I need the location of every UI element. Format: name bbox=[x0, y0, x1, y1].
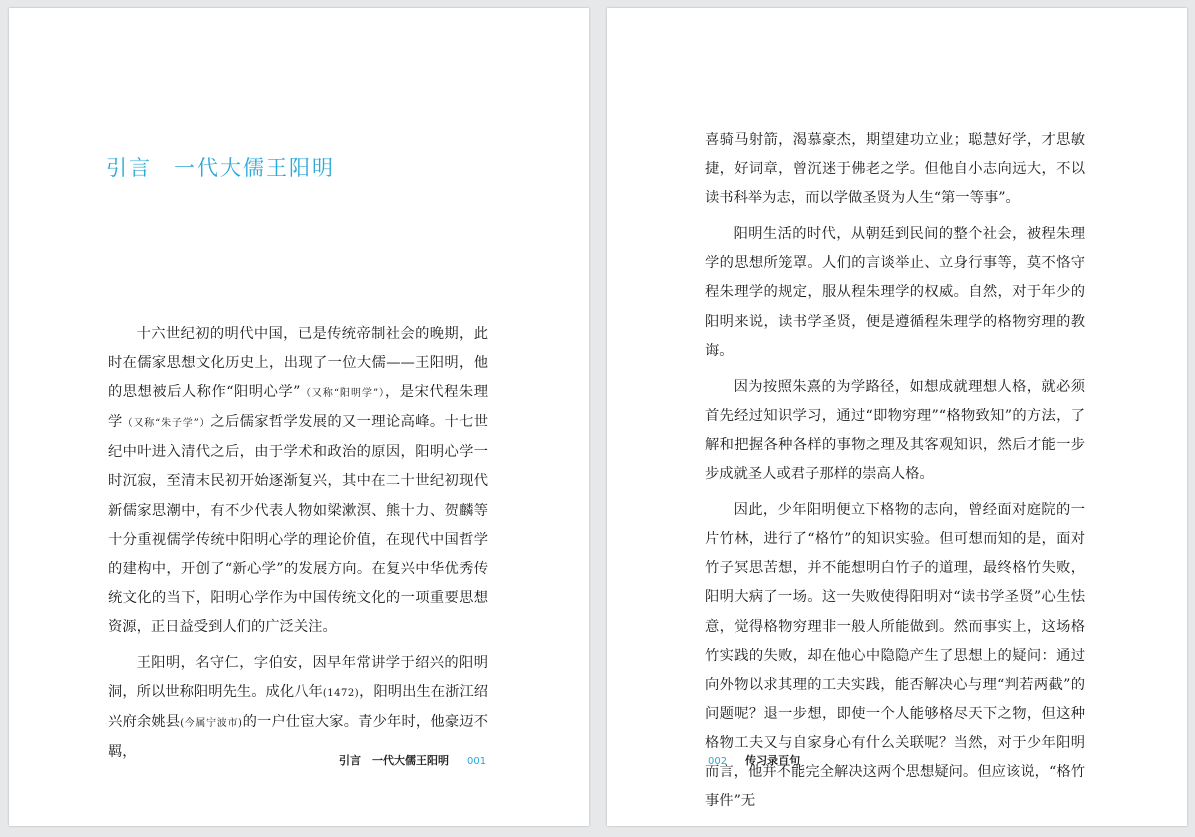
chapter-title bbox=[106, 152, 335, 182]
running-header: 引言 一代大儒王阳明 bbox=[339, 754, 449, 767]
right-body-text bbox=[705, 126, 1085, 823]
paragraph: 阳明生活的时代，从朝廷到民间的整个社会，被程朱理学的思想所笼罩。人们的言谈举止、立身行事等，莫不恪守程朱理学的规定，服从程朱理学的权威。自然，对于年少的阳明来说，读书学圣贤，便是遵循程朱理学的格物穷理的教诲。 bbox=[705, 226, 1085, 359]
inline-note: (1472) bbox=[322, 688, 360, 700]
inline-note: (今属宁波市) bbox=[180, 718, 243, 730]
inline-note: （又称“朱子学”） bbox=[122, 418, 211, 430]
chapter-label: 引言 bbox=[106, 156, 152, 180]
paragraph: 喜骑马射箭，渴慕豪杰，期望建功立业；聪慧好学，才思敏捷，好词章，曾沉迷于佛老之学。但他自小志向远大，不以读书科举为志，而以学做圣贤为人生“第一等事”。 bbox=[705, 132, 1085, 207]
paragraph: 十六世纪初的明代中国，已是传统帝制社会的晚期，此时在儒家思想文化历史上，出现了一位大儒——王阳明，他的思想被后人称作“阳明心学”（又称“阳明学”），是宋代程朱理学（又称“朱子学”）之后儒家哲学发展的又一理论高峰。十七世纪中叶进入清代之后，由于学术和政治的原因，阳明心学一时沉寂，至清末民初开始逐渐复兴，其中在二十世纪初现代新儒家思潮中，有不少代表人物如梁漱溟、熊十力、贺麟等十分重视儒学传统中阳明心学的理论价值，在现代中国哲学的建构中，开创了“新心学”的发展方向。在复兴中华优秀传统文化的当下，阳明心学作为中国传统文化的一项重要思想资源，正日益受到人们的广泛关注。 bbox=[108, 326, 489, 635]
inline-note: （又称“阳明学”） bbox=[300, 388, 386, 400]
page-footer bbox=[339, 752, 486, 768]
page-number: 002 bbox=[708, 756, 728, 767]
right-page bbox=[607, 8, 1187, 826]
page-footer bbox=[708, 752, 800, 768]
left-body-text bbox=[108, 320, 488, 774]
paragraph: 因此，少年阳明便立下格物的志向，曾经面对庭院的一片竹林，进行了“格竹”的知识实验。但可想而知的是，面对竹子冥思苦想，并不能想明白竹子的道理，最终格竹失败，阳明大病了一场。这一失败使得阳明对“读书学圣贤”心生怯意，觉得格物穷理非一般人所能做到。然而事实上，这场格竹实践的失败，却在他心中隐隐产生了思想上的疑问：通过向外物以求其理的工夫实践，能否解决心与理“判若两截”的问题呢？退一步想，即使一个人能够格尽天下之物，但这种格物工夫又与自家身心有什么关联呢？当然，对于少年阳明而言，他并不能完全解决这两个思想疑问。但应该说，“格竹事件”无 bbox=[705, 502, 1085, 810]
book-title: 传习录百句 bbox=[745, 754, 801, 767]
paragraph: 因为按照朱熹的为学路径，如想成就理想人格，就必须首先经过知识学习，通过“即物穷理”“格物致知”的方法，了解和把握各种各样的事物之理及其客观知识，然后才能一步步成就圣人或君子那样的崇高人格。 bbox=[705, 378, 1085, 483]
left-page bbox=[9, 8, 589, 826]
chapter-name: 一代大儒王阳明 bbox=[174, 156, 335, 180]
paragraph: 王阳明，名守仁，字伯安，因早年常讲学于绍兴的阳明洞，所以世称阳明先生。成化八年(1472)，阳明出生在浙江绍兴府余姚县(今属宁波市)的一户仕宦大家。青少年时，他豪迈不羁， bbox=[108, 655, 489, 761]
page-number: 001 bbox=[467, 756, 487, 767]
